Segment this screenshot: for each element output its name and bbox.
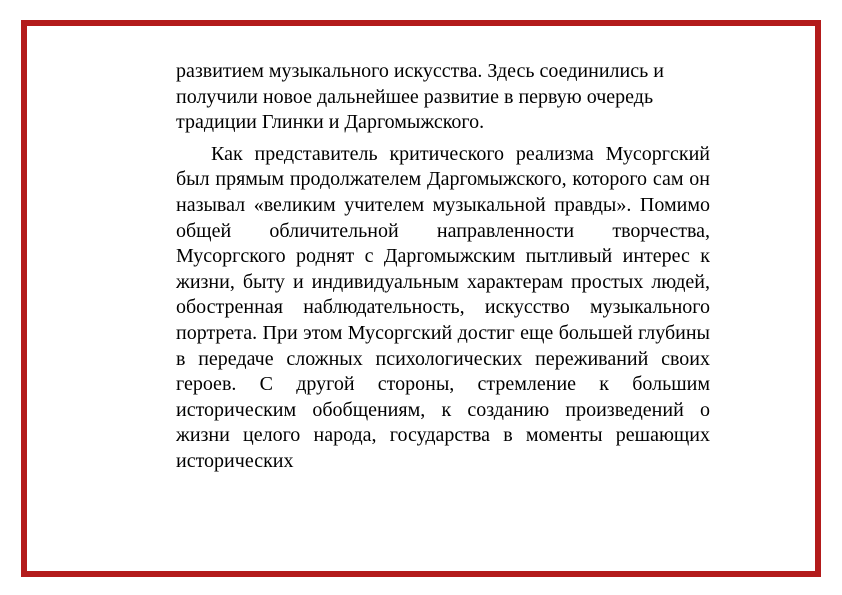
paragraph-2: Как представитель критического реализма Мусоргский был прямым продолжателем Даргомыжского, которого сам он называл «великим учителем музыкальной правды». Помимо общей обличительной направленности творчества, Мусоргского роднят с Даргомыжским пытливый интерес к жизни, быту и индивидуальным характерам простых людей, обостренная наблюдательность, искусство музыкального портрета. При этом Мусоргский достиг еще большей глубины в передаче сложных психологических переживаний своих героев. С другой стороны, стремление к большим историческим обобщениям, к созданию произведений о жизни целого народа, государства в моменты решающих исторических — [176, 142, 710, 472]
paragraph-1: развитием музыкального искусства. Здесь соединились и получили новое дальнейшее развитие в первую очередь традиции Глинки и Даргомыжского. — [176, 60, 664, 134]
body-text — [176, 59, 710, 475]
